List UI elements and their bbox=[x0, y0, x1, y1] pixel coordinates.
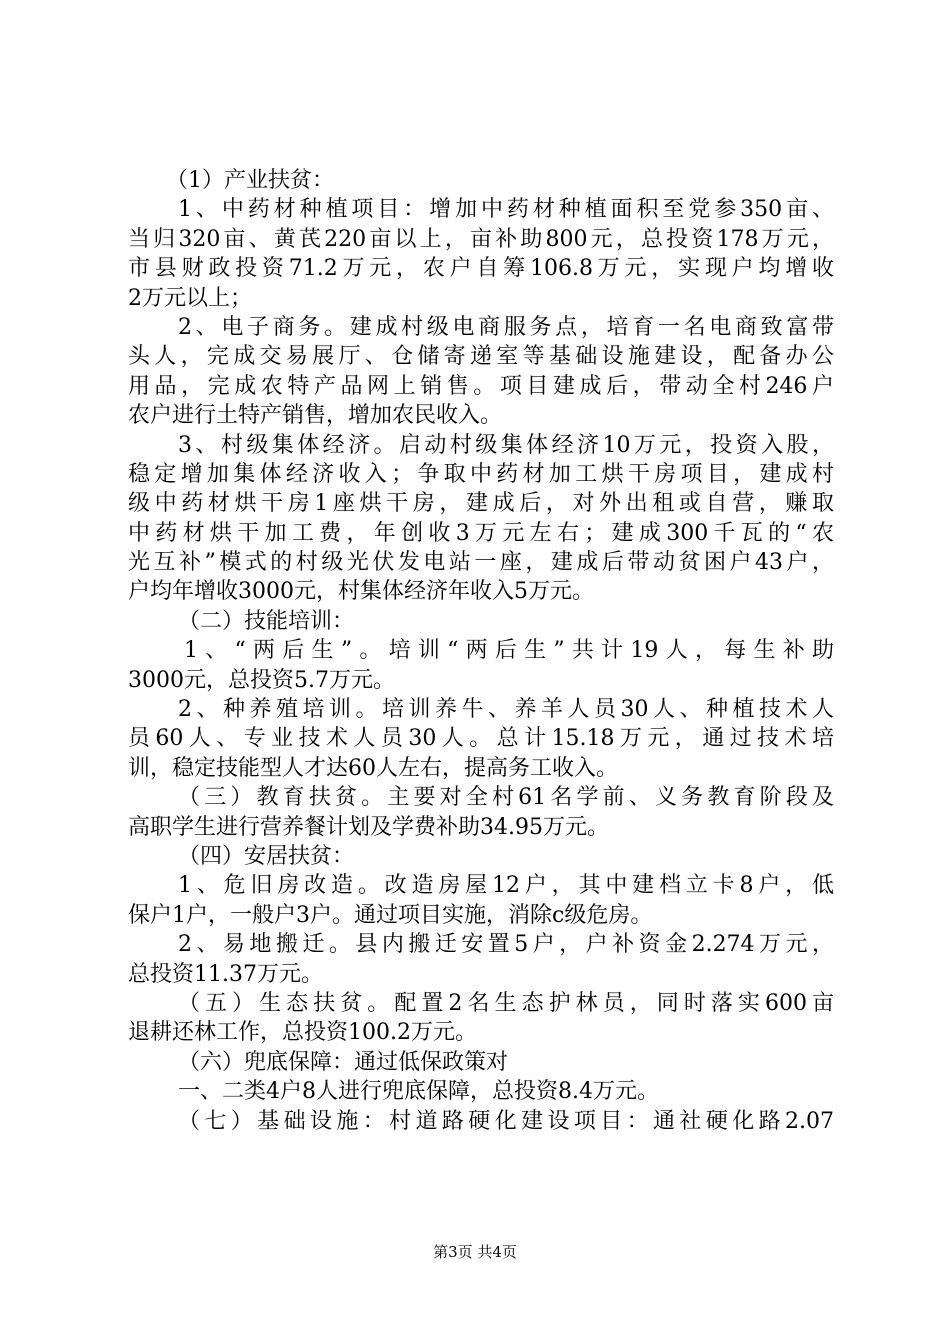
paragraph-line: 稳定增加集体经济收入；争取中药材加工烘干房项目，建成村 bbox=[128, 461, 834, 487]
section-heading: （五）生态扶贫。配置2名生态护林员，同时落实600亩 bbox=[178, 990, 834, 1016]
section-heading: （四）安居扶贫： bbox=[178, 843, 355, 869]
paragraph-line: 级中药材烘干房1座烘干房，建成后，对外出租或自营，赚取 bbox=[128, 491, 834, 517]
paragraph-line: 总投资11.37万元。 bbox=[128, 961, 323, 987]
paragraph-line: 员60人、专业技术人员30人。总计15.18万元，通过技术培 bbox=[128, 726, 834, 752]
paragraph-line: 头人，完成交易展厅、仓储寄递室等基础设施建设，配备办公 bbox=[128, 344, 834, 370]
paragraph-line: 中药材烘干加工费，年创收3万元左右；建成300千瓦的“农 bbox=[128, 520, 834, 546]
paragraph-line: 2、种养殖培训。培训养牛、养羊人员30人、种植技术人 bbox=[178, 697, 834, 723]
paragraph-line: 1、危旧房改造。改造房屋12户，其中建档立卡8户，低 bbox=[178, 873, 834, 899]
paragraph-line: 保户1户，一般户3户。通过项目实施，消除c级危房。 bbox=[128, 902, 653, 928]
paragraph-line: 用品，完成农特产品网上销售。项目建成后，带动全村246户 bbox=[128, 373, 834, 399]
paragraph-line: 光互补”模式的村级光伏发电站一座，建成后带动贫困户43户， bbox=[128, 550, 834, 576]
paragraph-line: 3000元，总投资5.7万元。 bbox=[128, 667, 395, 693]
paragraph-line: 1、“两后生”。培训“两后生”共计19人，每生补助 bbox=[184, 638, 834, 664]
paragraph-line: 市县财政投资71.2万元，农户自筹106.8万元，实现户均增收 bbox=[128, 256, 834, 282]
paragraph-line: 户均年增收3000元，村集体经济年收入5万元。 bbox=[128, 579, 594, 605]
section-heading: （三）教育扶贫。主要对全村61名学前、义务教育阶段及 bbox=[178, 785, 834, 811]
paragraph-line: 农户进行土特产销售，增加农民收入。 bbox=[128, 403, 503, 429]
paragraph-line: 3、村级集体经济。启动村级集体经济10万元，投资入股， bbox=[178, 432, 834, 458]
document-body bbox=[128, 166, 834, 1136]
paragraph-line: 1、中药材种植项目：增加中药材种植面积至党参350亩、 bbox=[178, 197, 834, 223]
page-footer: 第3页 共4页 bbox=[433, 1243, 517, 1261]
paragraph-line: 退耕还林工作，总投资100.2万元。 bbox=[128, 1020, 477, 1046]
section-heading: （二）技能培训： bbox=[178, 608, 355, 634]
paragraph-line: 高职学生进行营养餐计划及学费补助34.95万元。 bbox=[128, 814, 609, 840]
section-heading: （六）兜底保障：通过低保政策对 bbox=[178, 1049, 509, 1075]
paragraph-line: 训，稳定技能型人才达60人左右，提高务工收入。 bbox=[128, 755, 618, 781]
paragraph-line: 2、电子商务。建成村级电商服务点，培育一名电商致富带 bbox=[178, 314, 834, 340]
paragraph-line: 2万元以上； bbox=[128, 285, 252, 311]
paragraph-line: 2、易地搬迁。县内搬迁安置5户，户补资金2.274万元， bbox=[178, 932, 834, 958]
section-heading: （1）产业扶贫： bbox=[166, 168, 334, 193]
paragraph-line: 一、二类4户8人进行兜底保障，总投资8.4万元。 bbox=[178, 1079, 659, 1105]
paragraph-line: 当归320亩、黄芪220亩以上，亩补助800元，总投资178万元， bbox=[128, 226, 834, 252]
section-heading: （七）基础设施：村道路硬化建设项目：通社硬化路2.07 bbox=[178, 1108, 834, 1134]
